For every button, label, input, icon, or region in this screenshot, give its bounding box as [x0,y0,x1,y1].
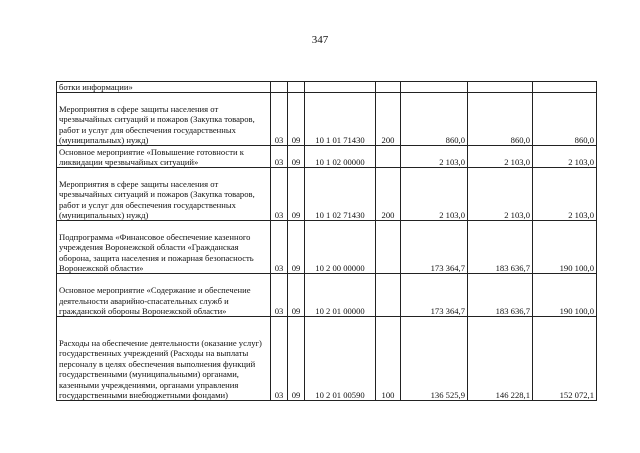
row-expense-type-code [376,146,401,168]
row-subsection-code: 09 [288,93,305,146]
row-amount-year-3 [533,82,597,93]
row-amount-year-1: 860,0 [401,93,468,146]
table-row [57,82,597,93]
table-row [57,146,597,168]
row-target-article-code: 10 1 02 00000 [305,146,376,168]
row-target-article-code: 10 2 00 00000 [305,221,376,274]
row-amount-year-1: 136 525,9 [401,317,468,401]
row-subsection-code [288,82,305,93]
row-target-article-code: 10 2 01 00000 [305,274,376,317]
row-amount-year-2: 2 103,0 [468,168,533,221]
row-subsection-code: 09 [288,317,305,401]
table-body [57,82,597,401]
row-amount-year-3: 2 103,0 [533,168,597,221]
row-amount-year-1: 2 103,0 [401,168,468,221]
row-section-code: 03 [271,146,288,168]
row-expense-type-code [376,274,401,317]
row-amount-year-2: 860,0 [468,93,533,146]
row-expense-type-code: 100 [376,317,401,401]
table-row [57,93,597,146]
table-row [57,168,597,221]
row-amount-year-2: 2 103,0 [468,146,533,168]
row-amount-year-3: 860,0 [533,93,597,146]
row-amount-year-2: 183 636,7 [468,221,533,274]
row-target-article-code: 10 1 01 71430 [305,93,376,146]
row-target-article-code: 10 2 01 00590 [305,317,376,401]
row-name: Основное мероприятие «Содержание и обеспечение деятельности аварийно-спасательных служб и гражданской обороны Воронежской области» [57,274,271,317]
row-amount-year-3: 190 100,0 [533,221,597,274]
row-subsection-code: 09 [288,168,305,221]
row-name: Мероприятия в сфере защиты населения от чрезвычайных ситуаций и пожаров (Закупка товаров, работ и услуг для обеспечения государственных (муниципальных) нужд) [57,93,271,146]
row-amount-year-3: 190 100,0 [533,274,597,317]
row-subsection-code: 09 [288,146,305,168]
row-subsection-code: 09 [288,274,305,317]
row-amount-year-1: 173 364,7 [401,221,468,274]
row-section-code: 03 [271,221,288,274]
row-target-article-code [305,82,376,93]
row-section-code [271,82,288,93]
row-name: Мероприятия в сфере защиты населения от чрезвычайных ситуаций и пожаров (Закупка товаров, работ и услуг для обеспечения государственных (муниципальных) нужд) [57,168,271,221]
table-row [57,221,597,274]
row-amount-year-3: 152 072,1 [533,317,597,401]
row-name: Расходы на обеспечение деятельности (оказание услуг) государственных учреждений (Расходы на выплаты персоналу в целях обеспечения выполнения функций государственными (муниципальными) органами, казенными учреждениями, органами управления государственными внебюджетными фондами) [57,317,271,401]
row-amount-year-2 [468,82,533,93]
row-name: ботки информации» [57,82,271,93]
row-subsection-code: 09 [288,221,305,274]
table-row [57,274,597,317]
row-section-code: 03 [271,274,288,317]
row-expense-type-code [376,82,401,93]
budget-table [56,81,597,401]
row-amount-year-1: 173 364,7 [401,274,468,317]
row-section-code: 03 [271,317,288,401]
row-name: Основное мероприятие «Повышение готовности к ликвидации чрезвычайных ситуаций» [57,146,271,168]
row-amount-year-3: 2 103,0 [533,146,597,168]
row-section-code: 03 [271,168,288,221]
row-section-code: 03 [271,93,288,146]
row-expense-type-code [376,221,401,274]
row-name: Подпрограмма «Финансовое обеспечение казенного учреждения Воронежской области «Гражданская оборона, защита населения и пожарная безопасность Воронежской области» [57,221,271,274]
page-number: 347 [311,34,329,46]
row-amount-year-1: 2 103,0 [401,146,468,168]
row-expense-type-code: 200 [376,93,401,146]
row-amount-year-2: 183 636,7 [468,274,533,317]
row-expense-type-code: 200 [376,168,401,221]
row-target-article-code: 10 1 02 71430 [305,168,376,221]
row-amount-year-2: 146 228,1 [468,317,533,401]
table-row [57,317,597,401]
row-amount-year-1 [401,82,468,93]
